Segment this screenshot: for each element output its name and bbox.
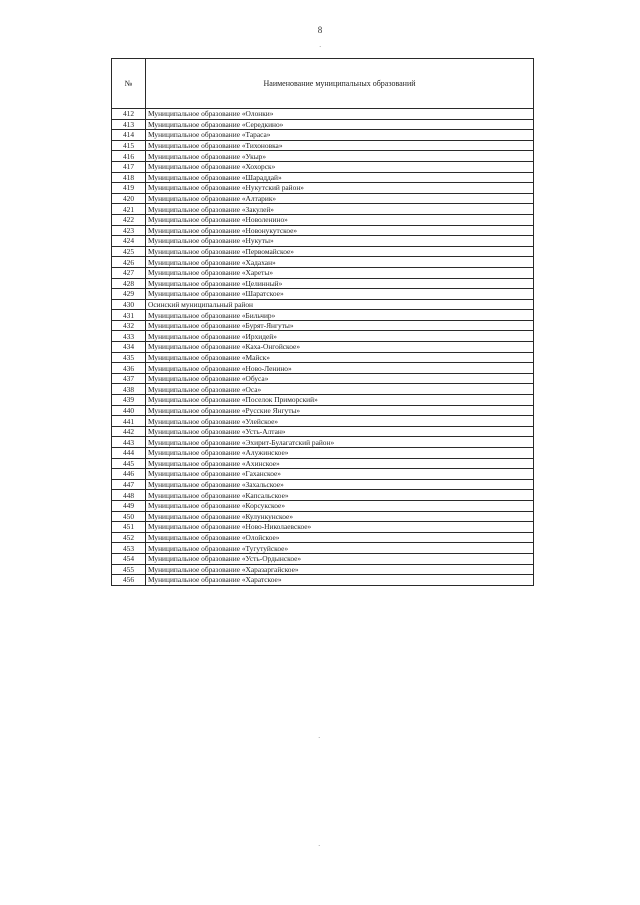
table-row [112,119,534,130]
row-number: 451 [112,522,146,533]
municipality-name: Муниципальное образование «Хадахан» [146,257,534,268]
table-row [112,448,534,459]
municipality-name: Муниципальное образование «Хохорск» [146,161,534,172]
municipality-name: Муниципальное образование «Ахинское» [146,458,534,469]
municipality-name: Муниципальное образование «Целинный» [146,278,534,289]
table-row [112,130,534,141]
table-header-row [112,59,534,109]
municipality-name: Муниципальное образование «Середкино» [146,119,534,130]
table-row [112,384,534,395]
municipality-name: Муниципальное образование «Тихоновка» [146,140,534,151]
table-body [112,109,534,586]
row-number: 416 [112,151,146,162]
table-row [112,172,534,183]
row-number: 438 [112,384,146,395]
table-row [112,204,534,215]
row-number: 413 [112,119,146,130]
row-number: 433 [112,331,146,342]
row-number: 440 [112,405,146,416]
row-number: 454 [112,553,146,564]
row-number: 420 [112,193,146,204]
row-number: 442 [112,426,146,437]
municipality-name: Муниципальное образование «Корсукское» [146,500,534,511]
row-number: 439 [112,395,146,406]
row-number: 453 [112,543,146,554]
municipality-name: Муниципальное образование «Шаратское» [146,289,534,300]
municipality-name: Муниципальное образование «Алтарик» [146,193,534,204]
municipality-name: Осинский муниципальный район [146,299,534,310]
row-number: 423 [112,225,146,236]
table-row [112,543,534,554]
municipality-name: Муниципальное образование «Олонки» [146,109,534,120]
column-header-number: № [112,59,146,109]
table-row [112,405,534,416]
row-number: 414 [112,130,146,141]
table-row [112,500,534,511]
row-number: 421 [112,204,146,215]
row-number: 424 [112,236,146,247]
municipality-name: Муниципальное образование «Нукуты» [146,236,534,247]
table-row [112,416,534,427]
table-row [112,236,534,247]
row-number: 422 [112,214,146,225]
table-row [112,278,534,289]
row-number: 418 [112,172,146,183]
scan-speck: · [318,842,321,850]
table-row [112,151,534,162]
table-row [112,267,534,278]
municipality-name: Муниципальное образование «Закулей» [146,204,534,215]
table-row [112,109,534,120]
municipality-name: Муниципальное образование «Хареты» [146,267,534,278]
municipality-name: Муниципальное образование «Новонукутское» [146,225,534,236]
municipality-name: Муниципальное образование «Олойское» [146,532,534,543]
row-number: 447 [112,479,146,490]
row-number: 415 [112,140,146,151]
municipality-name: Муниципальное образование «Кулункунское» [146,511,534,522]
row-number: 455 [112,564,146,575]
row-number: 412 [112,109,146,120]
page-number: 8 [317,25,323,35]
row-number: 417 [112,161,146,172]
table-row [112,257,534,268]
municipalities-table [111,58,534,586]
municipality-name: Муниципальное образование «Гаханское» [146,469,534,480]
municipality-name: Муниципальное образование «Обуса» [146,373,534,384]
municipality-name: Муниципальное образование «Нукутский район» [146,183,534,194]
table-row [112,511,534,522]
table-row [112,458,534,469]
row-number: 425 [112,246,146,257]
row-number: 432 [112,320,146,331]
municipality-name: Муниципальное образование «Русские Янгуты» [146,405,534,416]
municipality-name: Муниципальное образование «Захальское» [146,479,534,490]
table-row [112,522,534,533]
table-row [112,289,534,300]
municipality-name: Муниципальное образование «Шараддай» [146,172,534,183]
table-row [112,426,534,437]
municipality-name: Муниципальное образование «Харатское» [146,575,534,586]
table-row [112,342,534,353]
row-number: 435 [112,352,146,363]
table-row [112,310,534,321]
row-number: 445 [112,458,146,469]
municipality-name: Муниципальное образование «Укыр» [146,151,534,162]
municipality-name: Муниципальное образование «Бурят-Янгуты» [146,320,534,331]
row-number: 428 [112,278,146,289]
table-row [112,225,534,236]
municipality-name: Муниципальное образование «Харазаргайское» [146,564,534,575]
municipality-name: Муниципальное образование «Эхирит-Булагатский район» [146,437,534,448]
row-number: 448 [112,490,146,501]
row-number: 456 [112,575,146,586]
table-row [112,490,534,501]
table-row [112,140,534,151]
municipality-name: Муниципальное образование «Майск» [146,352,534,363]
table-row [112,373,534,384]
table-row [112,246,534,257]
table-row [112,320,534,331]
row-number: 434 [112,342,146,353]
municipality-name: Муниципальное образование «Каха-Онгойское» [146,342,534,353]
row-number: 441 [112,416,146,427]
table-row [112,532,534,543]
municipality-name: Муниципальное образование «Усть-Ордынское» [146,553,534,564]
table-row [112,479,534,490]
municipality-name: Муниципальное образование «Улейское» [146,416,534,427]
row-number: 443 [112,437,146,448]
municipality-name: Муниципальное образование «Ирхидей» [146,331,534,342]
municipality-name: Муниципальное образование «Тугутуйское» [146,543,534,554]
municipality-name: Муниципальное образование «Ново-Николаевское» [146,522,534,533]
column-header-name: Наименование муниципальных образований [146,59,534,109]
municipality-name: Муниципальное образование «Алужинское» [146,448,534,459]
municipality-name: Муниципальное образование «Новоленино» [146,214,534,225]
municipality-name: Муниципальное образование «Первомайское» [146,246,534,257]
table-row [112,363,534,374]
table-row [112,193,534,204]
municipality-name: Муниципальное образование «Поселок Приморский» [146,395,534,406]
row-number: 430 [112,299,146,310]
row-number: 419 [112,183,146,194]
municipality-name: Муниципальное образование «Тараса» [146,130,534,141]
municipality-name: Муниципальное образование «Капсальское» [146,490,534,501]
row-number: 452 [112,532,146,543]
row-number: 444 [112,448,146,459]
row-number: 436 [112,363,146,374]
row-number: 426 [112,257,146,268]
table-row [112,214,534,225]
row-number: 429 [112,289,146,300]
scan-speck: · [319,43,322,51]
table-row [112,161,534,172]
table-row [112,469,534,480]
municipality-name: Муниципальное образование «Ново-Ленино» [146,363,534,374]
table-row [112,437,534,448]
municipality-name: Муниципальное образование «Усть-Алтан» [146,426,534,437]
table-row [112,553,534,564]
row-number: 449 [112,500,146,511]
row-number: 446 [112,469,146,480]
municipality-name: Муниципальное образование «Оса» [146,384,534,395]
row-number: 437 [112,373,146,384]
table-row [112,575,534,586]
table-row [112,564,534,575]
table-row [112,352,534,363]
table-row [112,395,534,406]
municipality-name: Муниципальное образование «Бильчир» [146,310,534,321]
table-row [112,299,534,310]
scan-speck: · [318,734,321,742]
row-number: 427 [112,267,146,278]
table-row [112,331,534,342]
table-row [112,183,534,194]
row-number: 450 [112,511,146,522]
row-number: 431 [112,310,146,321]
